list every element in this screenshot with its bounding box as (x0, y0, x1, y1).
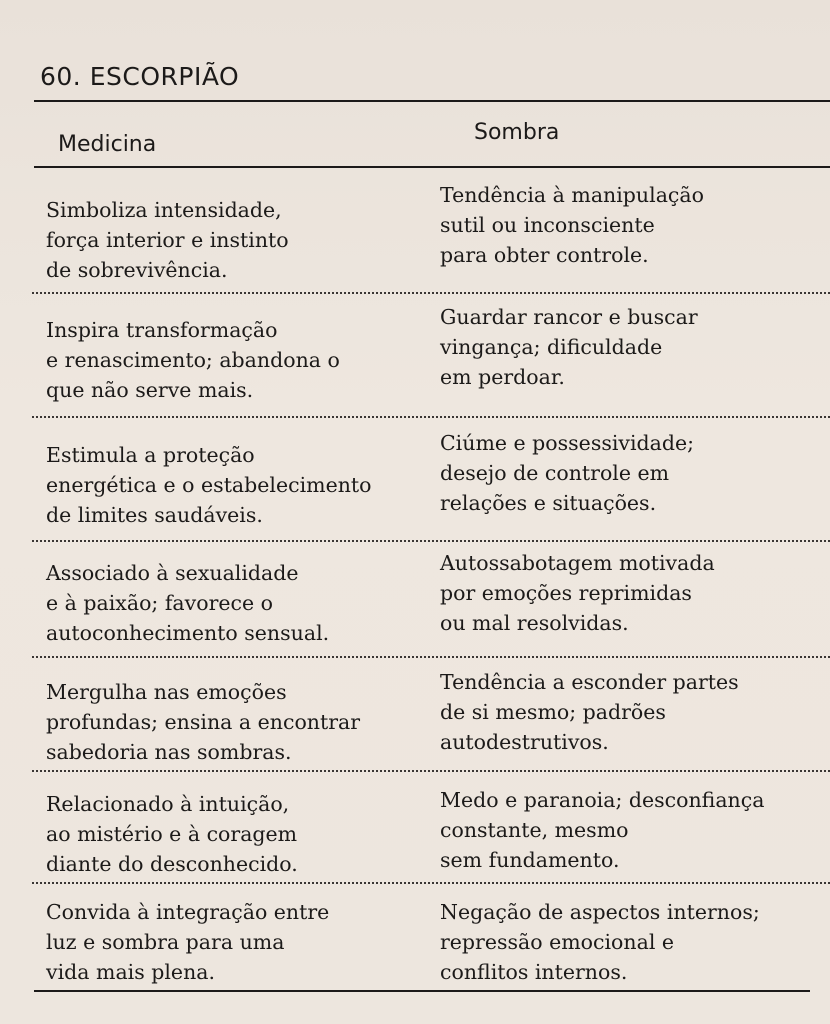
row-divider (32, 656, 830, 658)
row-divider (32, 292, 830, 294)
row-3-shadow: Ciúme e possessividade; desejo de controle em relações e situações. (440, 431, 695, 515)
row-divider (32, 416, 830, 418)
row-divider (32, 770, 830, 772)
row-divider (32, 540, 830, 542)
row-4-medicine: Associado à sexualidade e à paixão; favorece o autoconhecimento sensual. (46, 561, 330, 645)
header-sombra: Sombra (474, 120, 560, 145)
row-6-medicine: Relacionado à intuição, ao mistério e à coragem diante do desconhecido. (46, 792, 298, 876)
row-1-medicine: Simboliza intensidade, força interior e instinto de sobrevivência. (46, 198, 289, 282)
table-bottom-rule (34, 990, 810, 992)
row-7-shadow: Negação de aspectos internos; repressão emocional e conflitos internos. (440, 900, 760, 984)
row-1-shadow: Tendência à manipulação sutil ou inconsciente para obter controle. (440, 183, 704, 267)
row-3-medicine: Estimula a proteção energética e o estabelecimento de limites saudáveis. (46, 443, 372, 527)
row-2-shadow: Guardar rancor e buscar vingança; dificuldade em perdoar. (440, 305, 698, 389)
row-4-shadow: Autossabotagem motivada por emoções reprimidas ou mal resolvidas. (440, 551, 715, 635)
row-7-medicine: Convida à integração entre luz e sombra para uma vida mais plena. (46, 900, 330, 984)
row-divider (32, 882, 830, 884)
row-5-shadow: Tendência a esconder partes de si mesmo; padrões autodestrutivos. (440, 670, 739, 754)
row-2-medicine: Inspira transformação e renascimento; abandona o que não serve mais. (46, 318, 340, 402)
row-5-medicine: Mergulha nas emoções profundas; ensina a encontrar sabedoria nas sombras. (46, 680, 361, 764)
header-medicina: Medicina (58, 132, 157, 157)
page-title: 60. ESCORPIÃO (40, 62, 240, 91)
title-rule (34, 100, 830, 102)
header-rule (34, 166, 830, 168)
row-6-shadow: Medo e paranoia; desconfiança constante, mesmo sem fundamento. (440, 788, 765, 872)
